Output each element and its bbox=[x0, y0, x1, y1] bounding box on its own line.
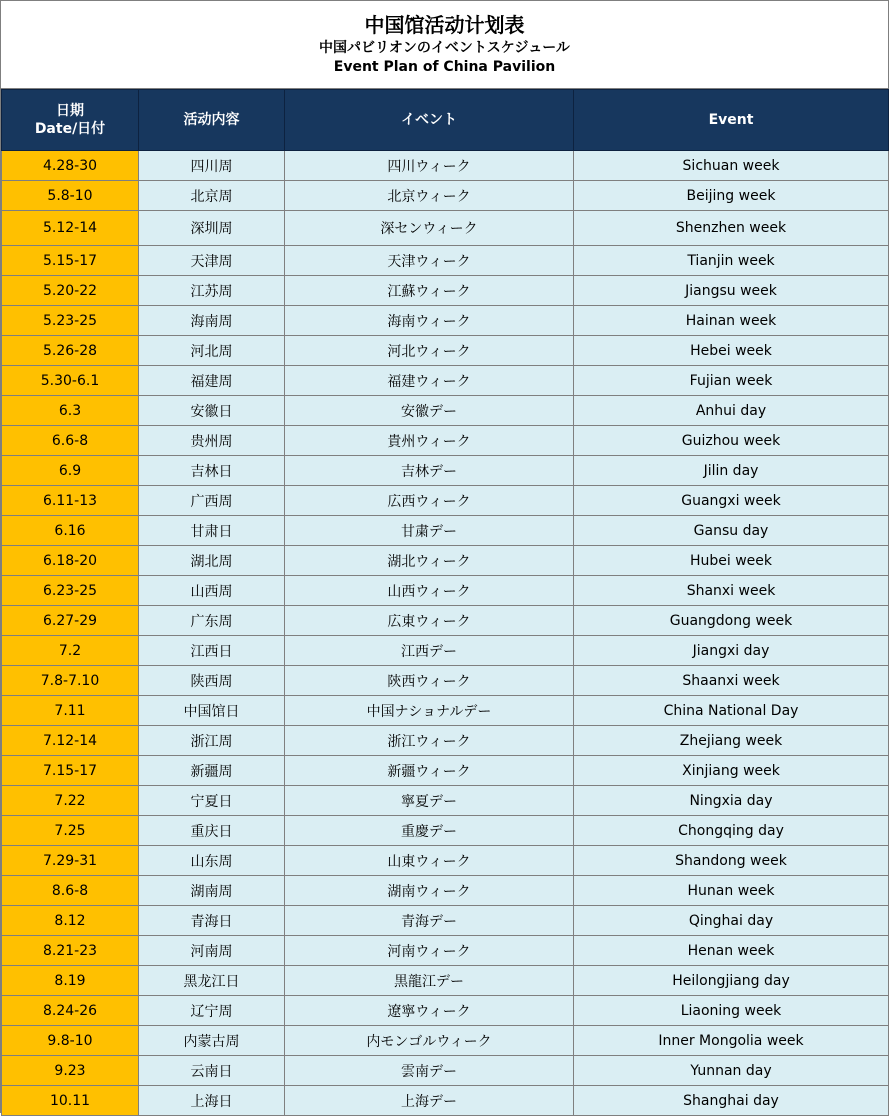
event-en-cell: Hubei week bbox=[574, 546, 889, 576]
activity-zh-cell: 内蒙古周 bbox=[139, 1026, 285, 1056]
table-row bbox=[2, 816, 889, 846]
activity-zh-cell: 中国馆日 bbox=[139, 696, 285, 726]
date-cell: 8.24-26 bbox=[2, 996, 139, 1026]
event-en-cell: Shanxi week bbox=[574, 576, 889, 606]
activity-zh-cell: 安徽日 bbox=[139, 396, 285, 426]
date-cell: 5.8-10 bbox=[2, 181, 139, 211]
event-en-cell: Jiangsu week bbox=[574, 276, 889, 306]
table-row bbox=[2, 181, 889, 211]
event-en-cell: Beijing week bbox=[574, 181, 889, 211]
activity-zh-cell: 陕西周 bbox=[139, 666, 285, 696]
table-row bbox=[2, 1086, 889, 1116]
date-cell: 7.8-7.10 bbox=[2, 666, 139, 696]
event-en-cell: Heilongjiang day bbox=[574, 966, 889, 996]
event-en-cell: Ningxia day bbox=[574, 786, 889, 816]
event-ja-cell: 湖南ウィーク bbox=[285, 876, 574, 906]
table-row bbox=[2, 306, 889, 336]
header-activity-zh: 活动内容 bbox=[139, 90, 285, 151]
table-row bbox=[2, 606, 889, 636]
event-ja-cell: 深センウィーク bbox=[285, 211, 574, 246]
activity-zh-cell: 青海日 bbox=[139, 906, 285, 936]
date-cell: 6.18-20 bbox=[2, 546, 139, 576]
header-row bbox=[2, 90, 889, 151]
table-row bbox=[2, 696, 889, 726]
activity-zh-cell: 辽宁周 bbox=[139, 996, 285, 1026]
event-en-cell: Shandong week bbox=[574, 846, 889, 876]
date-cell: 8.19 bbox=[2, 966, 139, 996]
event-en-cell: Henan week bbox=[574, 936, 889, 966]
date-cell: 7.12-14 bbox=[2, 726, 139, 756]
table-row bbox=[2, 936, 889, 966]
event-ja-cell: 安徽デー bbox=[285, 396, 574, 426]
date-cell: 8.12 bbox=[2, 906, 139, 936]
date-cell: 7.2 bbox=[2, 636, 139, 666]
schedule-table bbox=[1, 89, 889, 1116]
title-english: Event Plan of China Pavilion bbox=[333, 59, 556, 75]
event-ja-cell: 雲南デー bbox=[285, 1056, 574, 1086]
activity-zh-cell: 江西日 bbox=[139, 636, 285, 666]
event-ja-cell: 寧夏デー bbox=[285, 786, 574, 816]
event-en-cell: Inner Mongolia week bbox=[574, 1026, 889, 1056]
event-en-cell: Guangdong week bbox=[574, 606, 889, 636]
activity-zh-cell: 新疆周 bbox=[139, 756, 285, 786]
activity-zh-cell: 福建周 bbox=[139, 366, 285, 396]
event-en-cell: Chongqing day bbox=[574, 816, 889, 846]
date-cell: 7.15-17 bbox=[2, 756, 139, 786]
event-en-cell: Yunnan day bbox=[574, 1056, 889, 1086]
event-en-cell: Anhui day bbox=[574, 396, 889, 426]
table-row bbox=[2, 846, 889, 876]
event-ja-cell: 山東ウィーク bbox=[285, 846, 574, 876]
date-cell: 6.23-25 bbox=[2, 576, 139, 606]
activity-zh-cell: 云南日 bbox=[139, 1056, 285, 1086]
activity-zh-cell: 广东周 bbox=[139, 606, 285, 636]
event-ja-cell: 四川ウィーク bbox=[285, 151, 574, 181]
date-cell: 6.6-8 bbox=[2, 426, 139, 456]
date-cell: 7.11 bbox=[2, 696, 139, 726]
date-cell: 5.30-6.1 bbox=[2, 366, 139, 396]
event-en-cell: Jiangxi day bbox=[574, 636, 889, 666]
date-cell: 6.11-13 bbox=[2, 486, 139, 516]
date-cell: 5.26-28 bbox=[2, 336, 139, 366]
event-ja-cell: 青海デー bbox=[285, 906, 574, 936]
header-event-en: Event bbox=[574, 90, 889, 151]
table-row bbox=[2, 726, 889, 756]
activity-zh-cell: 海南周 bbox=[139, 306, 285, 336]
activity-zh-cell: 重庆日 bbox=[139, 816, 285, 846]
table-row bbox=[2, 211, 889, 246]
table-row bbox=[2, 576, 889, 606]
header-date bbox=[2, 90, 139, 151]
header-date-line2: Date/日付 bbox=[34, 121, 106, 137]
activity-zh-cell: 河南周 bbox=[139, 936, 285, 966]
activity-zh-cell: 江苏周 bbox=[139, 276, 285, 306]
event-ja-cell: 河北ウィーク bbox=[285, 336, 574, 366]
event-ja-cell: 陝西ウィーク bbox=[285, 666, 574, 696]
event-ja-cell: 天津ウィーク bbox=[285, 246, 574, 276]
date-cell: 10.11 bbox=[2, 1086, 139, 1116]
activity-zh-cell: 河北周 bbox=[139, 336, 285, 366]
event-en-cell: Shaanxi week bbox=[574, 666, 889, 696]
table-row bbox=[2, 996, 889, 1026]
date-cell: 9.8-10 bbox=[2, 1026, 139, 1056]
event-ja-cell: 遼寧ウィーク bbox=[285, 996, 574, 1026]
event-ja-cell: 上海デー bbox=[285, 1086, 574, 1116]
date-cell: 5.20-22 bbox=[2, 276, 139, 306]
event-ja-cell: 甘粛デー bbox=[285, 516, 574, 546]
activity-zh-cell: 四川周 bbox=[139, 151, 285, 181]
event-ja-cell: 重慶デー bbox=[285, 816, 574, 846]
event-ja-cell: 広東ウィーク bbox=[285, 606, 574, 636]
table-row bbox=[2, 786, 889, 816]
table-row bbox=[2, 366, 889, 396]
table-row bbox=[2, 151, 889, 181]
table-row bbox=[2, 276, 889, 306]
table-row bbox=[2, 756, 889, 786]
activity-zh-cell: 吉林日 bbox=[139, 456, 285, 486]
table-row bbox=[2, 516, 889, 546]
title-chinese: 中国馆活动计划表 bbox=[364, 13, 525, 37]
event-en-cell: Fujian week bbox=[574, 366, 889, 396]
event-ja-cell: 内モンゴルウィーク bbox=[285, 1026, 574, 1056]
event-en-cell: Zhejiang week bbox=[574, 726, 889, 756]
event-en-cell: Sichuan week bbox=[574, 151, 889, 181]
event-en-cell: Hunan week bbox=[574, 876, 889, 906]
event-ja-cell: 福建ウィーク bbox=[285, 366, 574, 396]
title-japanese: 中国パビリオンのイベントスケジュール bbox=[319, 40, 570, 56]
activity-zh-cell: 天津周 bbox=[139, 246, 285, 276]
event-ja-cell: 広西ウィーク bbox=[285, 486, 574, 516]
event-en-cell: Shenzhen week bbox=[574, 211, 889, 246]
table-row bbox=[2, 666, 889, 696]
event-en-cell: Liaoning week bbox=[574, 996, 889, 1026]
table-row bbox=[2, 426, 889, 456]
event-en-cell: Xinjiang week bbox=[574, 756, 889, 786]
event-en-cell: Jilin day bbox=[574, 456, 889, 486]
event-en-cell: Guizhou week bbox=[574, 426, 889, 456]
date-cell: 5.12-14 bbox=[2, 211, 139, 246]
schedule-rows bbox=[2, 151, 889, 1116]
event-ja-cell: 新疆ウィーク bbox=[285, 756, 574, 786]
table-row bbox=[2, 546, 889, 576]
date-cell: 9.23 bbox=[2, 1056, 139, 1086]
event-en-cell: Qinghai day bbox=[574, 906, 889, 936]
activity-zh-cell: 深圳周 bbox=[139, 211, 285, 246]
activity-zh-cell: 山东周 bbox=[139, 846, 285, 876]
table-row bbox=[2, 1056, 889, 1086]
event-ja-cell: 吉林デー bbox=[285, 456, 574, 486]
event-ja-cell: 山西ウィーク bbox=[285, 576, 574, 606]
event-ja-cell: 浙江ウィーク bbox=[285, 726, 574, 756]
event-en-cell: Guangxi week bbox=[574, 486, 889, 516]
table-row bbox=[2, 636, 889, 666]
date-cell: 7.29-31 bbox=[2, 846, 139, 876]
header-event-ja: イベント bbox=[285, 90, 574, 151]
table-row bbox=[2, 906, 889, 936]
date-cell: 5.23-25 bbox=[2, 306, 139, 336]
event-ja-cell: 北京ウィーク bbox=[285, 181, 574, 211]
activity-zh-cell: 黑龙江日 bbox=[139, 966, 285, 996]
event-ja-cell: 貴州ウィーク bbox=[285, 426, 574, 456]
table-row bbox=[2, 876, 889, 906]
title-block bbox=[1, 1, 888, 89]
table-row bbox=[2, 456, 889, 486]
event-ja-cell: 江蘇ウィーク bbox=[285, 276, 574, 306]
activity-zh-cell: 北京周 bbox=[139, 181, 285, 211]
event-ja-cell: 黒龍江デー bbox=[285, 966, 574, 996]
date-cell: 6.9 bbox=[2, 456, 139, 486]
activity-zh-cell: 上海日 bbox=[139, 1086, 285, 1116]
date-cell: 6.27-29 bbox=[2, 606, 139, 636]
table-row bbox=[2, 486, 889, 516]
date-cell: 8.6-8 bbox=[2, 876, 139, 906]
table-row bbox=[2, 1026, 889, 1056]
table-row bbox=[2, 246, 889, 276]
activity-zh-cell: 山西周 bbox=[139, 576, 285, 606]
date-cell: 6.16 bbox=[2, 516, 139, 546]
event-en-cell: Shanghai day bbox=[574, 1086, 889, 1116]
activity-zh-cell: 甘肃日 bbox=[139, 516, 285, 546]
table-row bbox=[2, 396, 889, 426]
event-ja-cell: 海南ウィーク bbox=[285, 306, 574, 336]
activity-zh-cell: 广西周 bbox=[139, 486, 285, 516]
activity-zh-cell: 湖北周 bbox=[139, 546, 285, 576]
date-cell: 8.21-23 bbox=[2, 936, 139, 966]
date-cell: 6.3 bbox=[2, 396, 139, 426]
event-en-cell: Hainan week bbox=[574, 306, 889, 336]
header-date-line1: 日期 bbox=[56, 103, 84, 119]
date-cell: 4.28-30 bbox=[2, 151, 139, 181]
date-cell: 7.22 bbox=[2, 786, 139, 816]
table-row bbox=[2, 336, 889, 366]
table-row bbox=[2, 966, 889, 996]
date-cell: 5.15-17 bbox=[2, 246, 139, 276]
event-ja-cell: 河南ウィーク bbox=[285, 936, 574, 966]
activity-zh-cell: 贵州周 bbox=[139, 426, 285, 456]
event-en-cell: Gansu day bbox=[574, 516, 889, 546]
event-ja-cell: 江西デー bbox=[285, 636, 574, 666]
activity-zh-cell: 宁夏日 bbox=[139, 786, 285, 816]
event-ja-cell: 中国ナショナルデー bbox=[285, 696, 574, 726]
event-en-cell: China National Day bbox=[574, 696, 889, 726]
event-en-cell: Tianjin week bbox=[574, 246, 889, 276]
activity-zh-cell: 湖南周 bbox=[139, 876, 285, 906]
event-en-cell: Hebei week bbox=[574, 336, 889, 366]
activity-zh-cell: 浙江周 bbox=[139, 726, 285, 756]
event-ja-cell: 湖北ウィーク bbox=[285, 546, 574, 576]
date-cell: 7.25 bbox=[2, 816, 139, 846]
